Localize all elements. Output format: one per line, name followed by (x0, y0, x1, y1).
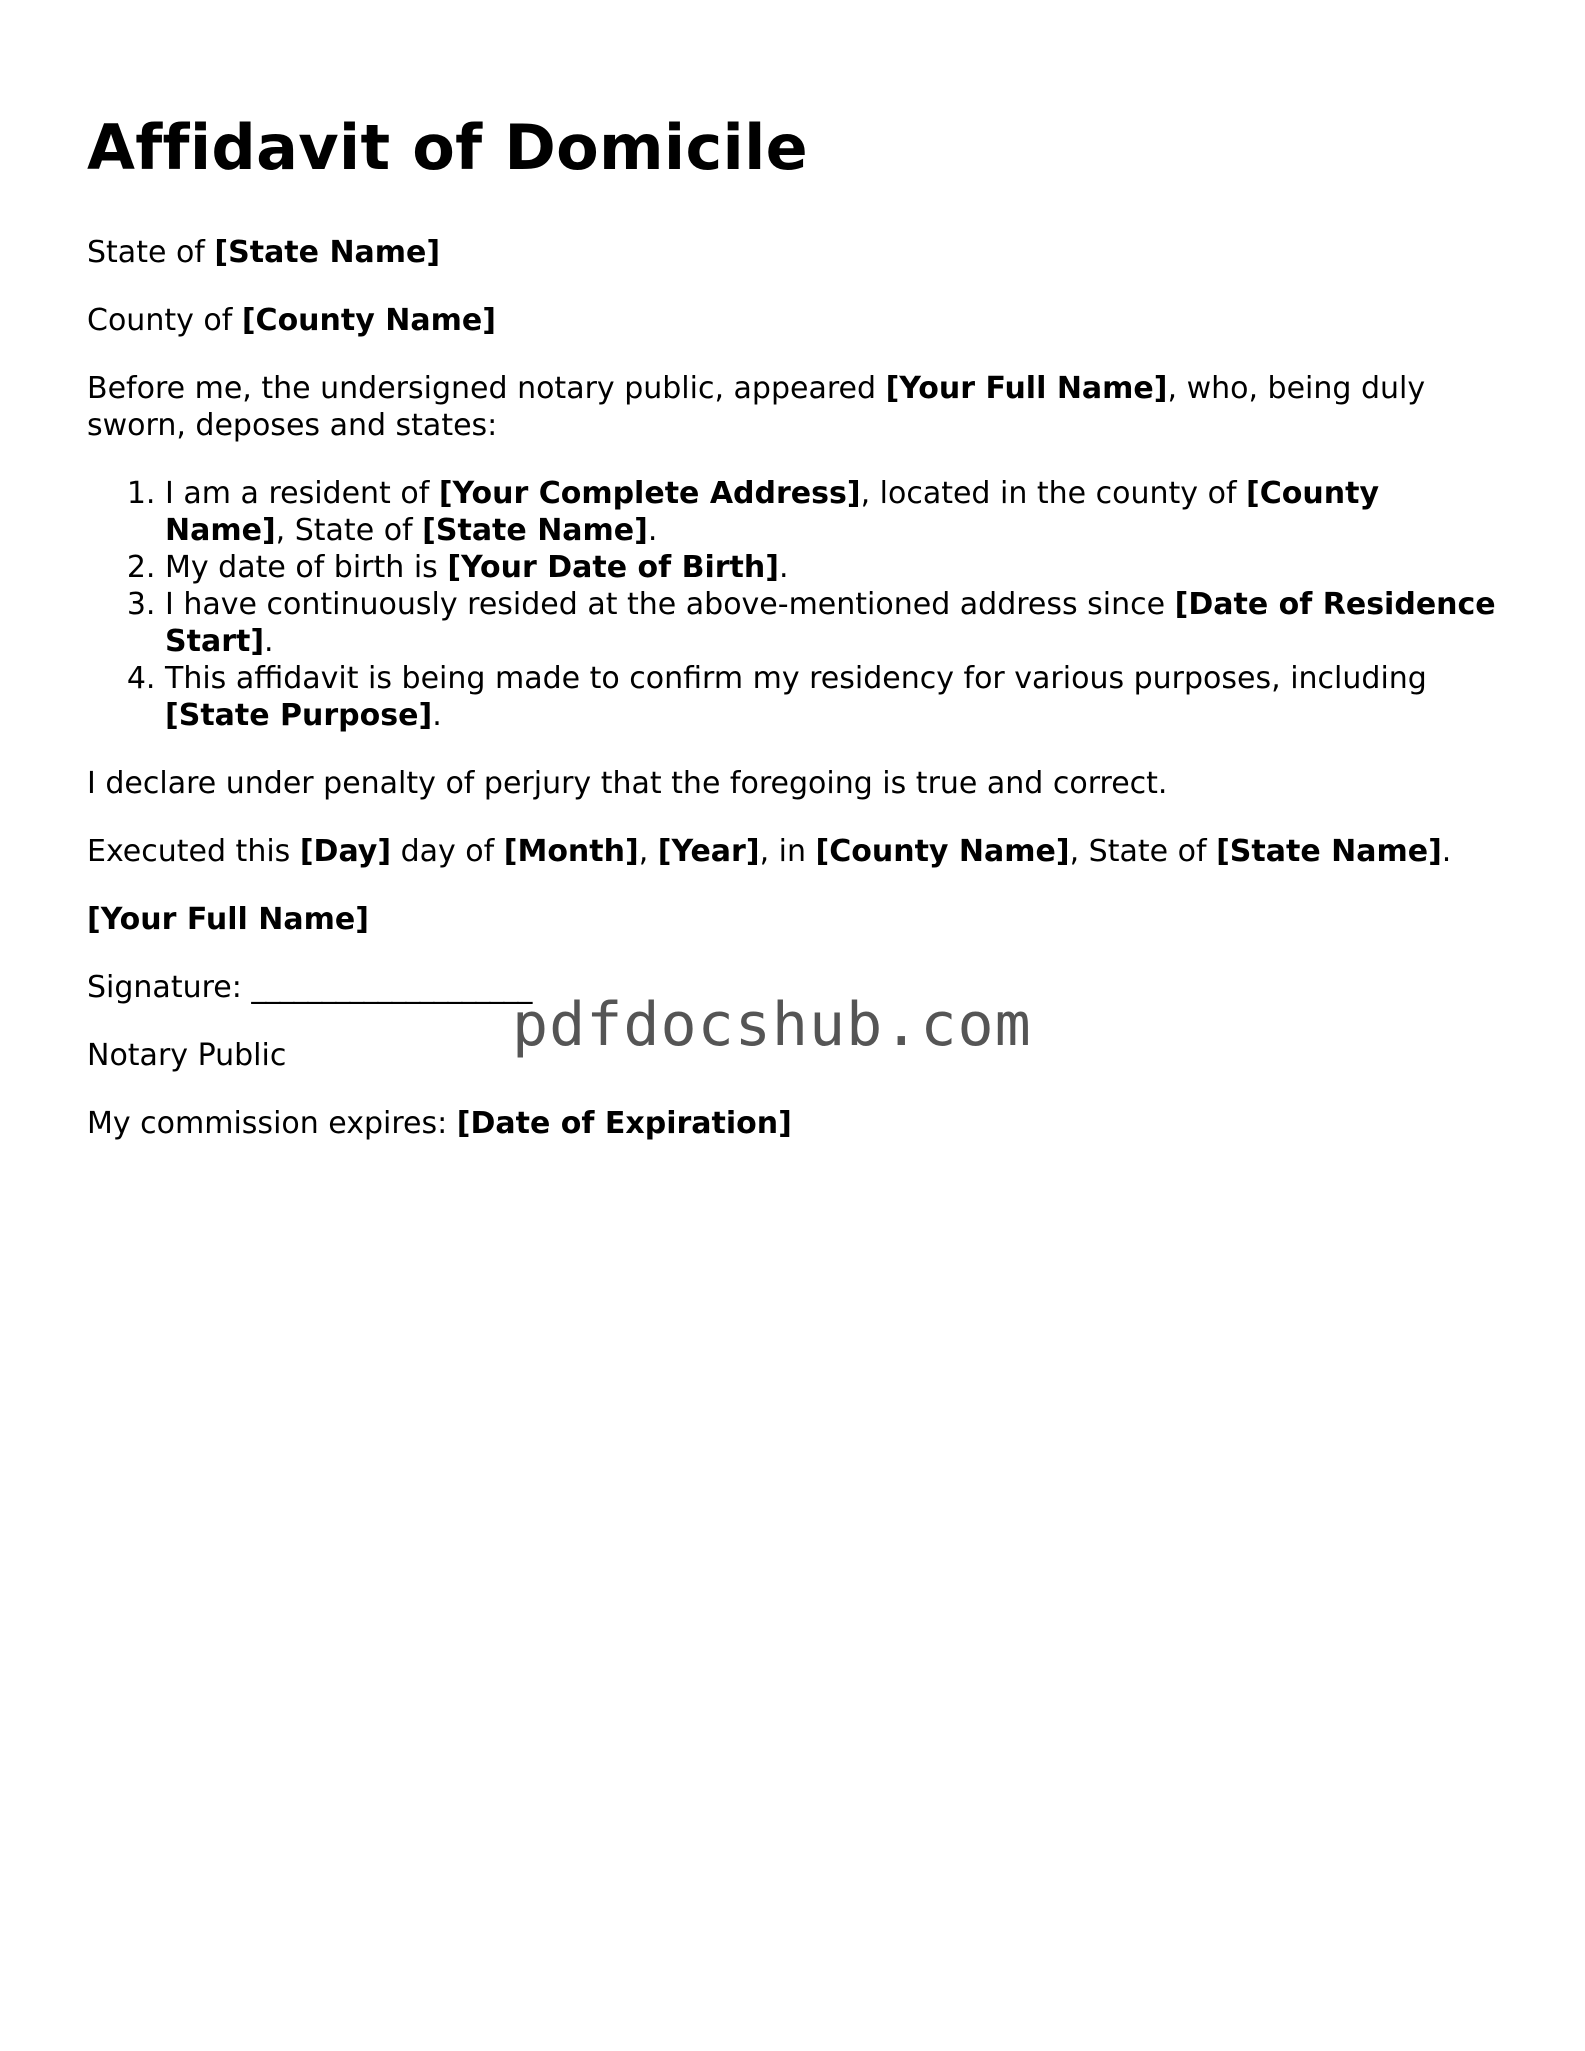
list-item: 1. I am a resident of [Your Complete Address], located in the county of [County Name], State of [State Name]. (165, 475, 1507, 549)
list-item: 4. This affidavit is being made to confirm my residency for various purposes, including [State Purpose]. (165, 660, 1507, 734)
list-item: 2. My date of birth is [Your Date of Birth]. (165, 549, 1507, 586)
purpose-placeholder: [State Purpose] (165, 698, 433, 733)
county-placeholder: [County Name] (815, 834, 1070, 869)
watermark: pdfdocshub.com (512, 990, 1032, 1060)
document-title: Affidavit of Domicile (87, 111, 808, 184)
state-prefix: State of (87, 235, 215, 270)
expiration-placeholder: [Date of Expiration] (456, 1106, 792, 1141)
county-line (87, 302, 1507, 339)
birth-date-placeholder: [Your Date of Birth] (447, 550, 779, 585)
state-placeholder: [State Name] (214, 235, 441, 270)
declaration: I declare under penalty of perjury that the foregoing is true and correct. (87, 766, 1168, 801)
executed-line: Executed this [Day] day of [Month], [Year], in [County Name], State of [State Name]. (87, 834, 1452, 869)
residence-start-placeholder: [Date of Residence Start] (165, 587, 1496, 659)
day-placeholder: [Day] (299, 834, 392, 869)
year-placeholder: [Year] (657, 834, 760, 869)
county-placeholder: [County Name] (165, 476, 1379, 548)
notary-label: Notary Public (87, 1038, 287, 1073)
statements-list (87, 475, 1507, 734)
list-item: 3. I have continuously resided at the above-mentioned address since [Date of Residence Start]. (165, 586, 1507, 660)
intro-paragraph: Before me, the undersigned notary public, appeared [Your Full Name], who, being duly sworn, deposes and states: (87, 371, 1426, 443)
state-placeholder: [State Name] (422, 513, 648, 548)
state-placeholder: [State Name] (1216, 834, 1442, 869)
address-placeholder: [Your Complete Address] (438, 476, 861, 511)
commission-line (87, 1105, 1507, 1142)
county-placeholder: [County Name] (241, 303, 496, 338)
county-prefix: County of (87, 303, 242, 338)
signer-name: [Your Full Name] (87, 902, 369, 937)
commission-label: My commission expires: (87, 1106, 457, 1141)
affiant-name-placeholder: [Your Full Name] (885, 371, 1168, 406)
state-line (87, 234, 1507, 271)
signature-blank: ____________________ (251, 970, 532, 1005)
month-placeholder: [Month] (503, 834, 639, 869)
signature-label: Signature: (87, 970, 252, 1005)
